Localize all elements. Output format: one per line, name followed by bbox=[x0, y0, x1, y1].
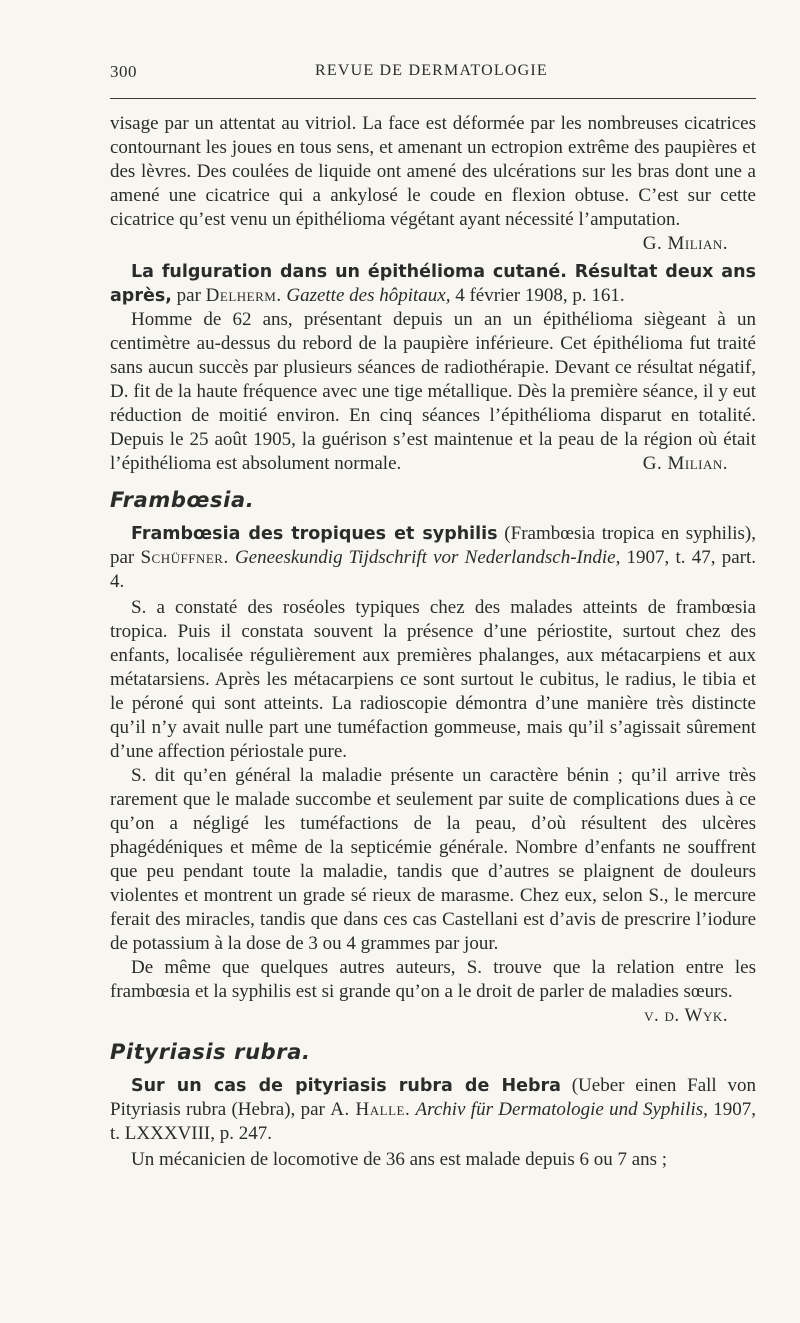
fulguration-by: par bbox=[176, 285, 201, 306]
framboesia-journal: Geneeskundig Tijdschrift vor Nederlandsch-Indie, bbox=[234, 547, 621, 568]
framboesia-article-subtitle: (Frambœsia tropica en syphilis), bbox=[504, 523, 756, 544]
pityriasis-citation: 1907, t. LXXXVIII, p. 247. bbox=[110, 1099, 756, 1144]
framboesia-author: Schüffner. bbox=[140, 547, 229, 568]
pityriasis-author: A. Halle. bbox=[330, 1099, 411, 1120]
framboesia-para-1: S. a constaté des roséoles typiques chez des malades atteints de frambœsia tropica. Puis il constata souvent la présence d’une périostite, surtout chez des enfants, localisée régulièrement aux premières phalanges, aux métacarpiens et aux métatarsiens. Après les métacarpiens ce sont surtout le cubitus, le radius, le tibia et le péroné qui sont atteints. La radioscopie démontra d’une manière très distincte qu’il n’y avait nulle part une tuméfaction gommeuse, mais qu’il s’agissait sûrement d’une affection périostale pure. bbox=[110, 597, 756, 762]
running-title: REVUE DE DERMATOLOGIE bbox=[315, 62, 548, 79]
fulguration-body-text: Homme de 62 ans, présentant depuis un an un épithélioma siègeant à un centimètre au-dessus du rebord de la paupière inférieure. Cet épithélioma fut traité sans aucun succès par plusieurs séances de radiothérapie. Devant ce résultat négatif, D. fit de la haute fréquence avec une tige métallique. Dès la première séance, il y eut réduction de moitié environ. En cinq séances l’épithélioma disparut en totalité. Depuis le 25 août 1905, la guérison s’est maintenue et la peau de la région où était l’épithélioma est absolument normale. bbox=[110, 309, 756, 474]
pityriasis-section-title: Pityriasis rubra. bbox=[110, 1040, 311, 1064]
framboesia-article-title: Frambœsia des tropiques et syphilis bbox=[131, 524, 498, 544]
intro-paragraph bbox=[110, 112, 756, 254]
fulguration-author: Delherm. bbox=[205, 285, 282, 306]
fulguration-body bbox=[110, 308, 756, 476]
page-number: 300 bbox=[110, 62, 137, 81]
pityriasis-journal: Archiv für Dermatologie und Syphilis, bbox=[415, 1099, 708, 1120]
pityriasis-article-subtitle: (Ueber einen Fall von Pityriasis rubra (Hebra), par bbox=[110, 1075, 756, 1120]
framboesia-para-3-text: De même que quelques autres auteurs, S. trouve que la relation entre les frambœsia et la syphilis est si grande qu’on a le droit de parler de maladies sœurs. bbox=[110, 957, 756, 1002]
framboesia-article-heading bbox=[110, 522, 756, 594]
framboesia-para-3 bbox=[110, 956, 756, 1026]
pityriasis-article-heading bbox=[110, 1074, 756, 1146]
header-rule bbox=[110, 98, 756, 99]
fulguration-article-heading bbox=[110, 260, 756, 308]
fulguration-journal: Gazette des hôpitaux, bbox=[286, 285, 451, 306]
framboesia-section-title: Frambœsia. bbox=[110, 488, 255, 512]
intro-text: visage par un attentat au vitriol. La face est déformée par les nombreuses cicatrices contournant les joues en tous sens, et amenant un ectropion extrême des paupières et des lèvres. Des coulées de liquide ont amené des ulcérations sur les bras dont une a amené une cicatrice qui a ankylosé le coude en flexion obtuse. C’est sur cette cicatrice qu’est venu un épithélioma végétant ayant nécessité l’amputation. bbox=[110, 113, 756, 230]
page-header bbox=[110, 58, 756, 88]
fulguration-title: La fulguration dans un épithélioma cutané. Résultat deux ans après, bbox=[110, 262, 756, 306]
pityriasis-para-1: Un mécanicien de locomotive de 36 ans est malade depuis 6 ou 7 ans ; bbox=[131, 1149, 668, 1170]
pityriasis-article-title: Sur un cas de pityriasis rubra de Hebra bbox=[131, 1076, 561, 1096]
fulguration-signature: G. Milian. bbox=[642, 453, 728, 474]
framboesia-signature: v. d. Wyk. bbox=[644, 1005, 728, 1026]
framboesia-para-2: S. dit qu’en général la maladie présente un caractère bénin ; qu’il arrive très rarement que le malade succombe et seulement par suite de complications dues à ce qu’on a négligé les tuméfactions de la peau, d’où résultent des ulcères phagédéniques et même de la septicémie générale. Nombre d’enfants ne souffrent que peu pendant toute la maladie, tandis que d’autres se plaignent de douleurs violentes et montrent un grade sé rieux de marasme. Chez eux, selon S., le mercure ferait des miracles, tandis que dans ces cas Castellani est d’avis de prescrire l’iodure de potassium à la dose de 3 ou 4 grammes par jour. bbox=[110, 765, 756, 954]
intro-signature: G. Milian. bbox=[642, 233, 728, 254]
fulguration-citation: 4 février 1908, p. 161. bbox=[455, 285, 625, 306]
framboesia-by: par bbox=[110, 547, 135, 568]
page-body bbox=[110, 112, 756, 1172]
framboesia-citation: 1907, t. 47, part. 4. bbox=[110, 547, 757, 592]
